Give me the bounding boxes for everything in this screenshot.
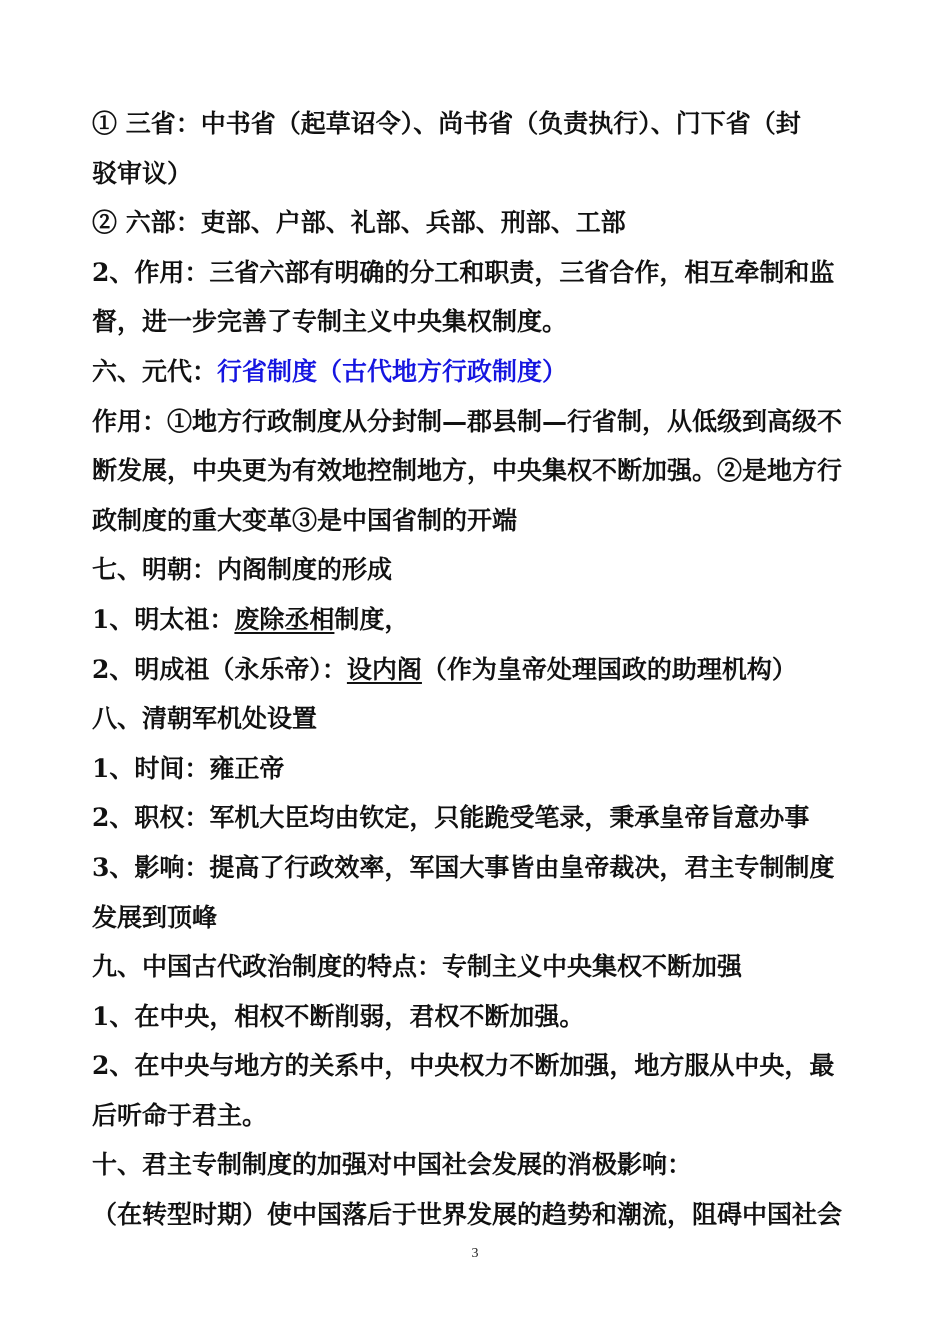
item-suffix: （作为皇帝处理国政的助理机构）	[421, 654, 797, 684]
item-suffix: 制度，	[334, 604, 410, 634]
section-heading: 十、君主专制制度的加强对中国社会发展的消极影响：	[92, 1150, 693, 1180]
text-line: 政制度的重大变革③是中国省制的开端	[92, 505, 518, 535]
text-line: 发展到顶峰	[92, 902, 218, 932]
text-line: 后听命于君主。	[92, 1100, 268, 1130]
section-heading: 九、中国古代政治制度的特点：专制主义中央集权不断加强	[92, 952, 743, 982]
text-line: ① 三省：中书省（起草诏令）、尚书省（负责执行）、门下省（封	[92, 109, 801, 138]
text-line: （在转型时期）使中国落后于世界发展的趋势和潮流，阻碍中国社会	[92, 1200, 843, 1230]
section-heading: 七、明朝：内阁制度的形成	[92, 555, 393, 585]
section-heading-yuan	[92, 347, 872, 397]
document-body	[92, 99, 872, 1240]
text-line: 作用：①地方行政制度从分封制—郡县制—行省制，从低级到高级不	[92, 406, 843, 436]
text-line: 2、职权：军机大臣均由钦定，只能跪受笔录，秉承皇帝旨意办事	[92, 803, 810, 833]
heading-prefix: 六、元代：	[92, 356, 218, 386]
text-line: 3、影响：提高了行政效率，军国大事皆由皇帝裁决，君主专制制度	[92, 852, 835, 882]
underlined-term: 设内阁	[346, 654, 422, 684]
item-prefix: 1、明太祖：	[92, 604, 235, 634]
text-line: 2、在中央与地方的关系中，中央权力不断加强，地方服从中央，最	[92, 1051, 835, 1081]
item-prefix: 2、明成祖（永乐帝）：	[92, 654, 347, 684]
text-line: 1、时间：雍正帝	[92, 753, 285, 783]
text-line: 断发展，中央更为有效地控制地方，中央集权不断加强。②是地方行	[92, 456, 843, 486]
text-line: 2、作用：三省六部有明确的分工和职责，三省合作，相互牵制和监	[92, 257, 835, 287]
list-item-ming-1	[92, 595, 872, 645]
page-number: 3	[471, 1246, 479, 1261]
text-line: 督，进一步完善了专制主义中央集权制度。	[92, 307, 568, 337]
list-item-ming-2	[92, 645, 872, 695]
text-line: 1、在中央，相权不断削弱，君权不断加强。	[92, 1001, 585, 1031]
text-line: ② 六部：吏部、户部、礼部、兵部、刑部、工部	[92, 208, 626, 238]
section-heading: 八、清朝军机处设置	[92, 704, 318, 734]
underlined-term: 废除丞相	[234, 604, 335, 634]
highlighted-term: 行省制度（古代地方行政制度）	[217, 356, 568, 386]
text-line: 驳审议）	[92, 158, 193, 188]
